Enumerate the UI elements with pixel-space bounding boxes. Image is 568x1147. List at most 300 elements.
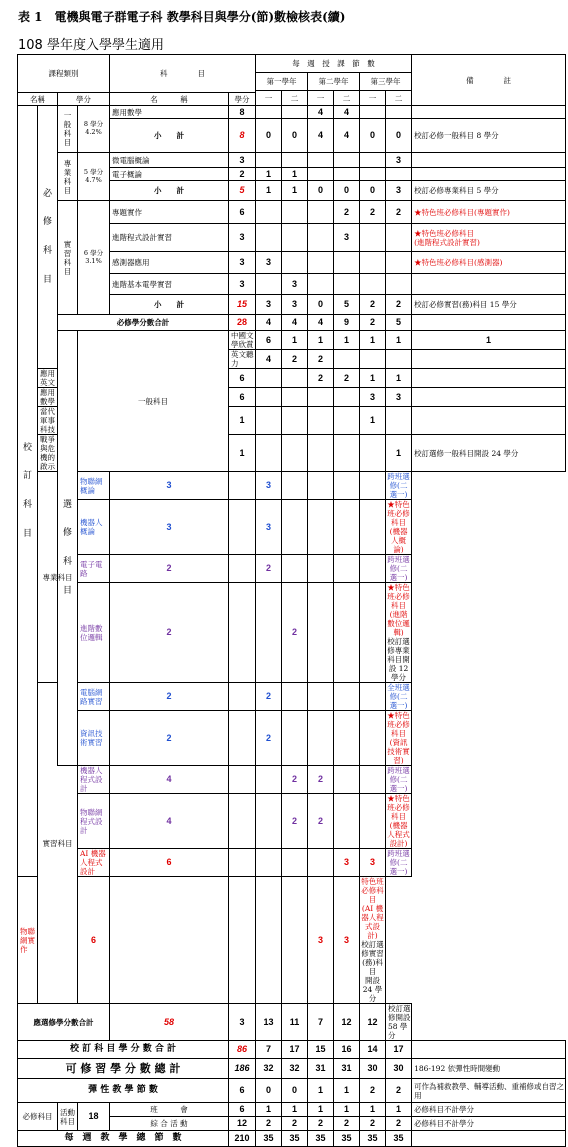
hour-cell [334,583,360,683]
header-name: 名稱 [18,93,58,106]
school-fixed-label: 校 訂 科 目 [18,106,38,877]
hour-cell [386,407,412,435]
table-row [18,500,566,555]
credit-value: 1 [229,435,256,472]
header-sem: 一 [360,91,386,106]
hour-cell: 2 [256,1117,282,1131]
hour-cell [256,153,282,168]
hour-cell: 16 [334,1041,360,1059]
table-row [18,153,566,168]
credit-value: 3 [229,252,256,274]
hour-cell: 1 [256,1103,282,1117]
hour-cell: 17 [282,1041,308,1059]
credit-value: 6 [256,331,282,350]
header-subject-name: 名 稱 [110,93,229,106]
hour-cell [308,500,334,555]
subject-name: 電腦網路實習 [78,683,110,711]
hour-cell: 35 [282,1131,308,1147]
hour-cell [282,849,308,877]
hour-cell: 4 [334,119,360,153]
hour-cell [282,201,308,224]
header-credits: 學分 [58,93,110,106]
hour-cell: 1 [360,331,386,350]
hour-cell: 2 [360,1079,386,1103]
note-cell: 校訂必修實習(務)科目 15 學分 [412,295,566,315]
hour-cell: 2 [282,794,308,849]
hour-cell [256,224,282,252]
table-row [18,711,566,766]
hour-cell [229,555,256,583]
credit-value: 8 [229,119,256,153]
activity-credit: 18 [78,1103,110,1131]
note-cell: 可作為補救教學、輔導活動、重補修或自習之用 [412,1079,566,1103]
hour-cell: 0 [308,295,334,315]
credit-value: 6 [110,849,229,877]
hour-cell [229,500,256,555]
table-row [18,849,566,877]
subject-name: 中國文學欣賞 [229,331,256,350]
header-sem: 一 [308,91,334,106]
hour-cell [360,472,386,500]
hour-cell [334,274,360,295]
hour-cell: 35 [360,1131,386,1147]
hour-cell: 1 [282,181,308,201]
hour-cell [229,794,256,849]
hour-cell [256,201,282,224]
hour-cell: 12 [334,1004,360,1041]
required-label: 必 修 科 目 [38,106,58,369]
table-row [18,877,566,1004]
hour-cell [256,369,282,388]
hour-cell: 7 [256,1041,282,1059]
hour-cell [360,435,386,472]
hour-cell [360,168,386,181]
hour-cell: 2 [360,201,386,224]
credit-value: 4 [110,766,229,794]
hour-cell: 4 [282,315,308,331]
hour-cell: 2 [308,1117,334,1131]
hour-cell [229,849,256,877]
hour-cell: 7 [308,1004,334,1041]
hour-cell: 2 [386,201,412,224]
hour-cell [360,583,386,683]
table-row [18,106,566,119]
hour-cell: 1 [282,168,308,181]
document-title: 表 1 電機與電子群電子科 教學科目與學分(節)數檢核表(續) [18,10,346,24]
hour-cell [282,877,308,1004]
hour-cell [256,435,282,472]
header-weekly-hours: 每 週 授 課 節 數 [256,55,412,73]
subject-name: 戰爭與危機的啟示 [38,435,58,472]
hour-cell [308,168,334,181]
hour-cell [256,106,282,119]
hour-cell: 0 [282,119,308,153]
credit-value: 6 [78,877,110,1004]
hour-cell: 35 [256,1131,282,1147]
credit-value: 6 [229,388,256,407]
hour-cell [334,168,360,181]
hour-cell [282,472,308,500]
hour-cell: 32 [282,1059,308,1079]
credit-value: 6 [229,201,256,224]
hour-cell [308,224,334,252]
hour-cell: 2 [360,295,386,315]
credit-value: 3 [110,500,229,555]
hour-cell: 1 [360,407,386,435]
hour-cell: 3 [386,181,412,201]
hour-cell: 3 [334,224,360,252]
hour-cell [334,683,360,711]
hour-cell [308,583,334,683]
subject-name: 機器人概論 [78,500,110,555]
table-row [18,1041,566,1059]
subject-name: 專題實作 [110,201,229,224]
hour-cell: 3 [282,274,308,295]
elective-professional-label: 專業科目 [38,472,78,683]
subject-name: 應用數學 [38,388,58,407]
hour-cell [360,153,386,168]
hour-cell: 4 [308,315,334,331]
note-cell [412,274,566,295]
hour-cell [282,435,308,472]
hour-cell: 3 [256,295,282,315]
hour-cell [334,472,360,500]
subject-name: 英文聽力 [229,350,256,369]
hour-cell [229,711,256,766]
elective-practical-label: 實習科目 [38,683,78,1004]
header-sem: 二 [282,91,308,106]
hour-cell: 3 [229,1004,256,1041]
credit-value: 28 [229,315,256,331]
subtotal-label: 小 計 [110,181,229,201]
hour-cell [308,683,334,711]
school-total-label: 校 訂 科 目 學 分 數 合 計 [18,1041,229,1059]
hour-cell [282,224,308,252]
hour-cell: 1 [256,181,282,201]
header-sem: 二 [334,91,360,106]
credit-value: 6 [229,369,256,388]
header-sem: 二 [386,91,412,106]
note-cell: 跨班選修(二選一) [387,766,410,793]
note-cell: ★特色班必修科目 (資訊技術實習) [387,711,410,765]
hour-cell [412,350,566,369]
hour-cell: 1 [386,435,412,472]
credit-value: 1 [229,407,256,435]
hour-cell: 2 [256,555,282,583]
hour-cell [282,407,308,435]
hour-cell: 2 [308,369,334,388]
hour-cell [360,683,386,711]
note-cell: 校訂必修專業科目 5 學分 [412,181,566,201]
hour-cell: 1 [360,1103,386,1117]
hour-cell [386,350,412,369]
hour-cell: 1 [386,369,412,388]
hour-cell [308,274,334,295]
hour-cell [282,500,308,555]
hour-cell [308,472,334,500]
note-cell [412,1131,566,1147]
practical-label: 實 習 科 目 [58,201,78,315]
subject-name: 微電腦概論 [110,153,229,168]
hour-cell [334,350,360,369]
hour-cell: 2 [334,369,360,388]
hour-cell: 0 [360,119,386,153]
subject-name: 感測器應用 [110,252,229,274]
note-cell [412,315,566,331]
header-row-1 [18,55,566,73]
hour-cell [386,224,412,252]
hour-cell: 35 [308,1131,334,1147]
hour-cell: 3 [386,153,412,168]
hour-cell: 2 [282,350,308,369]
table-row [18,683,566,711]
hour-cell [386,274,412,295]
hour-cell [308,711,334,766]
hour-cell: 2 [308,794,334,849]
credit-value: 6 [229,1079,256,1103]
hour-cell: 0 [256,1079,282,1103]
elective-total-label: 應選修學分數合計 [18,1004,110,1041]
hour-cell [360,274,386,295]
hour-cell: 1 [282,1103,308,1117]
subject-name: 進階基本電學實習 [110,274,229,295]
hour-cell [256,388,282,407]
header-credit: 學分 [229,93,256,106]
credit-value: 4 [110,794,229,849]
note-cell: ★特色班必修科目 (機器人概論) [387,500,410,554]
header-year1: 第一學年 [256,73,308,91]
note-cell: ★特色班必修科目 (機器人程式設計) [387,794,410,848]
hour-cell: 4 [256,315,282,331]
professional-label: 專 業 科 目 [58,153,78,201]
hour-cell [256,274,282,295]
hour-cell [334,153,360,168]
hour-cell [334,555,360,583]
note-cell: 跨班選修(二選一) [387,472,410,499]
credit-value: 4 [256,350,282,369]
hour-cell: 0 [308,181,334,201]
hour-cell: 31 [308,1059,334,1079]
hour-cell: 4 [334,106,360,119]
credit-value: 2 [229,168,256,181]
hour-cell: 1 [334,1103,360,1117]
subject-name: AI 機器人程式設計 [78,849,110,877]
note-cell [412,1041,566,1059]
hour-cell [282,388,308,407]
hour-cell: 1 [386,331,412,350]
hour-cell: 2 [360,315,386,331]
required-total-label: 必修學分數合計 [58,315,229,331]
credit-value: 8 [229,106,256,119]
note-cell [412,106,566,119]
hour-cell: 2 [256,683,282,711]
hour-cell: 0 [360,181,386,201]
hour-cell [386,106,412,119]
elective-general-label: 一般科目 [78,331,229,472]
table-row [18,794,566,849]
hour-cell: 0 [334,181,360,201]
note-cell: 跨班選修(二選一) [387,555,410,582]
header-course-category: 課程類別 [18,55,110,93]
header-notes: 備 註 [412,55,566,106]
note-cell: 校訂選修一般科目開設 24 學分 [412,435,566,472]
note-cell: 必修科目不計學分 [412,1117,566,1131]
hour-cell: 4 [308,119,334,153]
subject-name: 物聯網程式設計 [78,794,110,849]
hour-cell: 2 [282,766,308,794]
hour-cell: 3 [386,388,412,407]
subject-name: 物聯網概論 [78,472,110,500]
note-cell: 186-192 依彈性時間變動 [412,1059,566,1079]
hour-cell: 1 [360,369,386,388]
credit-value: 5 [229,181,256,201]
hour-cell: 35 [386,1131,412,1147]
hour-cell [334,435,360,472]
credit-value: 186 [229,1059,256,1079]
hour-cell: 1 [334,331,360,350]
hour-cell: 2 [386,295,412,315]
credit-value: 2 [110,683,229,711]
subject-name: 當代軍事科技 [38,407,58,435]
hour-cell [360,766,386,794]
credit-value: 2 [110,583,229,683]
hour-cell: 3 [282,295,308,315]
hour-cell: 3 [334,877,360,1004]
hour-cell [256,794,282,849]
note-cell [412,388,566,407]
hour-cell [229,766,256,794]
hour-cell: 31 [334,1059,360,1079]
note-cell: 跨班選修(二選一) [387,849,410,876]
note-cell: ★特色班必修科目(感測器) [412,252,566,274]
hour-cell: 2 [386,1079,412,1103]
hour-cell [360,794,386,849]
hour-cell: 2 [282,1117,308,1131]
hour-cell: 1 [256,168,282,181]
general-credit-label: 8 學分 4.2% [78,106,110,153]
hour-cell [360,711,386,766]
subtotal-label: 小 計 [110,119,229,153]
hour-cell [360,106,386,119]
subject-name: 電子概論 [110,168,229,181]
hour-cell [282,153,308,168]
subject-name: 應用英文 [38,369,58,388]
note-cell: 全班選修(二選一) [387,683,410,710]
hour-cell [229,877,256,1004]
elective-label: 選 修 科 目 [58,331,78,766]
hour-cell [229,683,256,711]
subject-name: 進階數位邏輯 [78,583,110,683]
hour-cell [334,794,360,849]
table-row [18,1059,566,1079]
hour-cell: 3 [360,388,386,407]
hour-cell [256,766,282,794]
credit-value: 12 [229,1117,256,1131]
table-row [18,555,566,583]
hour-cell: 3 [256,472,282,500]
professional-credit-label: 5 學分 4.7% [78,153,110,201]
table-row [18,1103,566,1117]
header-sem: 一 [256,91,282,106]
hour-cell: 0 [256,119,282,153]
grand-total-label: 可 修 習 學 分 數 總 計 [18,1059,229,1079]
hour-cell [282,106,308,119]
subject-name: 進階程式設計實習 [110,224,229,252]
credit-value: 3 [229,153,256,168]
hour-cell: 9 [334,315,360,331]
header-subject: 科 目 [110,55,256,93]
hour-cell: 2 [256,711,282,766]
hour-cell: 2 [308,350,334,369]
hour-cell [386,168,412,181]
hour-cell [256,583,282,683]
note-cell [412,369,566,388]
hour-cell [308,407,334,435]
hour-cell [360,555,386,583]
table-row [18,315,566,331]
credit-table [17,54,566,1147]
table-row [18,1004,566,1041]
hour-cell: 1 [386,1103,412,1117]
subtotal-label: 小 計 [110,295,229,315]
table-row [18,583,566,683]
hour-cell [282,555,308,583]
hour-cell [308,388,334,407]
subject-name: 物聯網實作 [18,877,38,1004]
required-subjects-label: 必修科目 [18,1103,58,1131]
credit-value: 86 [229,1041,256,1059]
hour-cell [308,201,334,224]
hour-cell [229,583,256,683]
hour-cell: 3 [308,877,334,1004]
hour-cell [360,252,386,274]
hour-cell: 1 [412,331,566,350]
hour-cell: 15 [308,1041,334,1059]
hour-cell: 3 [334,849,360,877]
hour-cell [229,472,256,500]
hour-cell: 13 [256,1004,282,1041]
credit-value: 15 [229,295,256,315]
note-cell [412,153,566,168]
table-row [18,766,566,794]
table-row [18,1131,566,1147]
hour-cell [334,252,360,274]
hour-cell: 2 [334,201,360,224]
note-cell: 校訂選修開設 58 學分 [386,1004,412,1041]
hour-cell [360,350,386,369]
credit-value: 2 [110,555,229,583]
hour-cell: 3 [256,252,282,274]
hour-cell [334,500,360,555]
hour-cell [282,369,308,388]
hour-cell: 3 [256,500,282,555]
hour-cell: 3 [360,849,386,877]
subject-name: 應用數學 [110,106,229,119]
table-row [18,331,566,350]
hour-cell [308,555,334,583]
hour-cell: 4 [308,106,334,119]
credit-value: 3 [110,472,229,500]
hour-cell: 1 [282,331,308,350]
table-row [18,472,566,500]
document-subtitle: 108 學年度入學學生適用 [18,38,164,53]
hour-cell [308,153,334,168]
hour-cell: 2 [360,1117,386,1131]
table-row [18,201,566,224]
hour-cell [282,683,308,711]
hour-cell: 32 [256,1059,282,1079]
hour-cell: 5 [334,295,360,315]
